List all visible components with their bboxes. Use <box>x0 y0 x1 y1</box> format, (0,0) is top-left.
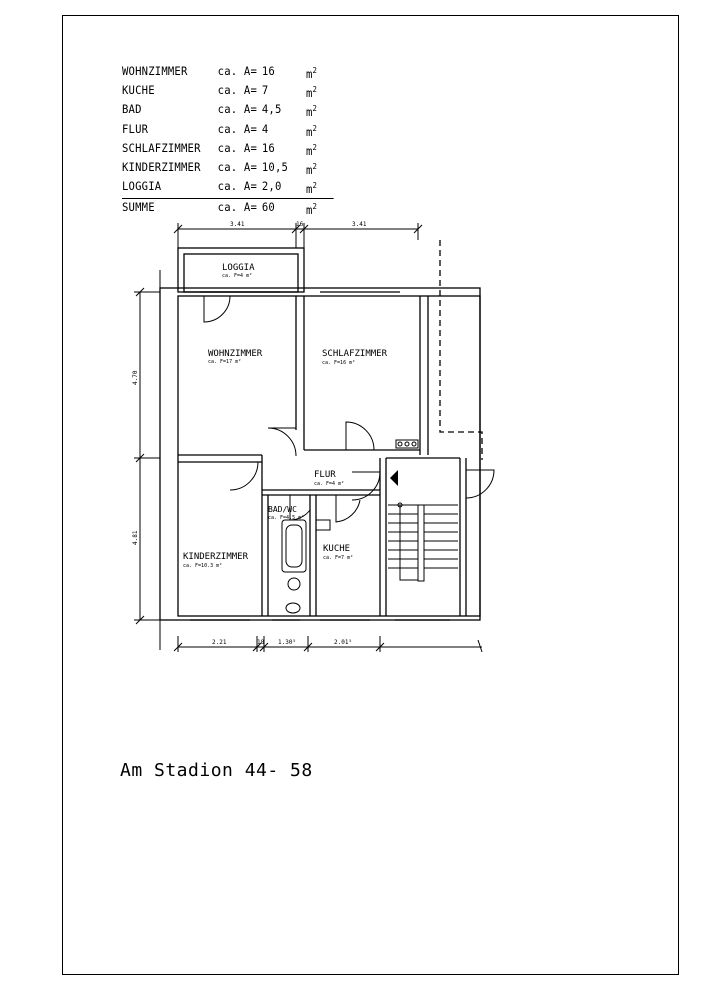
room-label-flur: FLUR <box>314 470 336 480</box>
door-schlafzimmer <box>346 422 374 450</box>
room-label-loggia: LOGGIA <box>222 263 255 273</box>
stove-icon <box>316 520 330 530</box>
room-area-schlafzimmer: ca. F=16 m² <box>322 360 356 366</box>
entrance-arrow-icon <box>390 470 398 486</box>
area-row-summe: SUMME ca. A= 60 $m^2$ <box>122 199 318 217</box>
toilet-icon <box>286 603 300 613</box>
dim-left-2: 4.81 <box>132 530 139 545</box>
dim-left-1: 4.70 <box>132 370 139 385</box>
dim-top-2: 16 <box>296 221 304 228</box>
room-area-wohnzimmer: ca. F=17 m² <box>208 359 242 365</box>
outer-wall <box>160 288 480 620</box>
room-label-bad: BAD/WC <box>268 505 297 514</box>
room-label-kuche: KUCHE <box>323 544 351 554</box>
area-row-wohnzimmer: WOHNZIMMER ca. A= 16 $m^2$ <box>122 64 318 81</box>
sink-icon <box>288 578 300 590</box>
door-kinderzimmer <box>230 462 258 490</box>
room-label-wohnzimmer: WOHNZIMMER <box>208 349 263 359</box>
area-row-flur: FLUR ca. A= 4 $m^2$ <box>122 121 318 139</box>
door-entrance <box>352 472 380 500</box>
dim-bottom-1: 2.21 <box>212 639 227 646</box>
address-label: Am Stadion 44- 58 <box>120 760 313 781</box>
area-row-bad: BAD ca. A= 4,5 $m^2$ <box>122 102 318 120</box>
room-area-kinderzimmer: ca. F=10.3 m² <box>183 563 223 569</box>
area-row-kinderzimmer: KINDERZIMMER ca. A= 10,5 $m^2$ <box>122 160 318 177</box>
door-wohnzimmer <box>204 296 230 322</box>
door-wohnzimmer-flur <box>268 428 296 456</box>
room-area-loggia: ca. F=4 m² <box>222 273 253 279</box>
area-row-schlafzimmer: SCHLAFZIMMER ca. A= 16 $m^2$ <box>122 140 318 158</box>
dim-bottom-4: 2.01⁵ <box>334 639 353 646</box>
room-area-bad: ca. F=4.5 m² <box>268 515 305 521</box>
dim-bottom-3: 1.30⁵ <box>278 639 297 646</box>
dim-bottom-2: 18 <box>257 639 265 646</box>
door-kuche <box>336 495 360 522</box>
staircase-icon <box>418 505 424 581</box>
dim-top-3: 3.41 <box>352 221 367 228</box>
dim-top-1: 3.41 <box>230 221 245 228</box>
room-area-flur: ca. F=4 m² <box>314 481 345 487</box>
room-area-kuche: ca. F=7 m² <box>323 555 354 561</box>
room-label-kinderzimmer: KINDERZIMMER <box>183 552 249 562</box>
area-row-loggia: LOGGIA ca. A= 2,0 $m^2$ <box>122 178 334 198</box>
area-row-kuche: KUCHE ca. A= 7 $m^2$ <box>122 83 318 101</box>
room-label-schlafzimmer: SCHLAFZIMMER <box>322 349 388 359</box>
